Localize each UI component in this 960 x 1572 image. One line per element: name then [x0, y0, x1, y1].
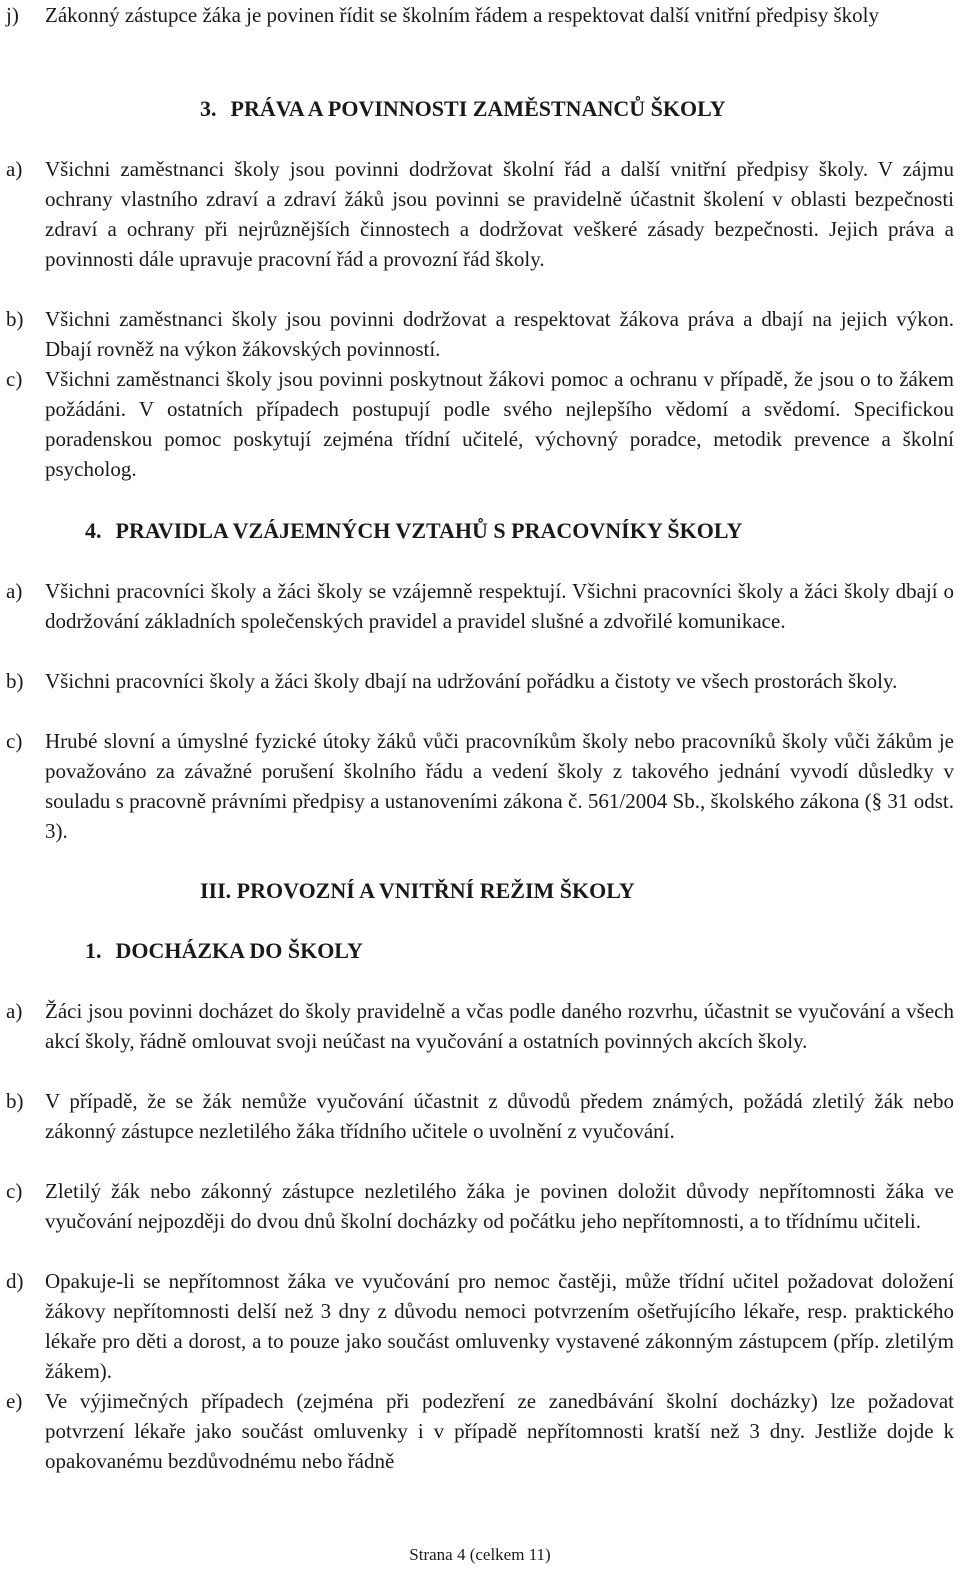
item-text: Všichni pracovníci školy a žáci školy se vzájemně respektují. Všichni pracovníci školy a žáci školy dbají o dodržování základních společenských pravidel a pravidel slušné a zdvořilé komunikace.: [45, 579, 954, 633]
list-item: [6, 0, 954, 30]
item-text: Všichni zaměstnanci školy jsou povinni poskytnout žákovi pomoc a ochranu v případě, že jsou o to žákem požádáni. V ostatních případech postupují podle svého nejlepšího vědomí a svědomí. Specifickou poradenskou pomoc poskytují zejména třídní učitelé, výchovný poradce, metodik prevence a školní psycholog.: [45, 367, 954, 481]
list-item: [6, 666, 954, 696]
item-text: Zákonný zástupce žáka je povinen řídit se školním řádem a respektovat další vnitřní předpisy školy: [45, 3, 879, 27]
section-number: 3.: [200, 96, 217, 121]
section-heading: [85, 516, 742, 546]
item-marker: b): [6, 669, 24, 693]
section-title: PRAVIDLA VZÁJEMNÝCH VZTAHŮ S PRACOVNÍKY ŠKOLY: [115, 518, 743, 543]
item-text: Opakuje-li se nepřítomnost žáka ve vyučování pro nemoc častěji, může třídní učitel požadovat doložení žákovy nepřítomnosti delší než 3 dny z důvodu nemoci potvrzením ošetřujícího lékaře, resp. praktického lékaře pro děti a dorost, a to pouze jako součást omluvenky vystavené zákonným zástupcem (příp. zletilým žákem).: [45, 1269, 954, 1383]
section-title: DOCHÁZKA DO ŠKOLY: [115, 938, 363, 963]
item-text: Všichni pracovníci školy a žáci školy dbají na udržování pořádku a čistoty ve všech prostorách školy.: [45, 669, 898, 693]
list-item: [6, 726, 954, 846]
item-text: Hrubé slovní a úmyslné fyzické útoky žáků vůči pracovníkům školy nebo pracovníků školy vůči žákům je považováno za závažné porušení školního řádu a vedení školy z takového jednání vyvodí důsledky v souladu s pracovně právními předpisy a ustanoveními zákona č. 561/2004 Sb., školského zákona (§ 31 odst. 3).: [45, 729, 954, 843]
item-marker: a): [6, 999, 23, 1023]
section-number: 1.: [85, 938, 102, 963]
page-footer: Strana 4 (celkem 11): [409, 1545, 551, 1564]
section-heading: [85, 936, 363, 966]
item-text: Zletilý žák nebo zákonný zástupce nezletilého žáka je povinen doložit důvody nepřítomnosti žáka ve vyučování nejpozději do dvou dnů školní docházky od počátku jeho nepřítomnosti, a to třídnímu učiteli.: [45, 1179, 954, 1233]
item-marker: b): [6, 1089, 24, 1113]
item-text: Všichni zaměstnanci školy jsou povinni dodržovat a respektovat žákova práva a dbají na jejich výkon. Dbají rovněž na výkon žákovských povinností.: [45, 307, 954, 361]
list-item: [6, 1266, 954, 1386]
section-number: 4.: [85, 518, 102, 543]
list-item: [6, 996, 954, 1056]
item-marker: c): [6, 367, 23, 391]
chapter-heading: III. PROVOZNÍ A VNITŘNÍ REŽIM ŠKOLY: [200, 878, 635, 903]
section-heading: [200, 94, 726, 124]
list-item: [6, 1386, 954, 1476]
item-marker: a): [6, 579, 23, 603]
list-item: [6, 576, 954, 636]
list-item: [6, 1086, 954, 1146]
list-item: [6, 364, 954, 484]
item-marker: c): [6, 729, 23, 753]
list-item: [6, 154, 954, 274]
item-marker: d): [6, 1269, 24, 1293]
item-text: Žáci jsou povinni docházet do školy pravidelně a včas podle daného rozvrhu, účastnit se vyučování a všech akcí školy, řádně omlouvat svoji neúčast na vyučování a ostatních povinných akcích školy.: [45, 999, 954, 1053]
item-marker: b): [6, 307, 24, 331]
item-text: Ve výjimečných případech (zejména při podezření ze zanedbávání školní docházky) lze požadovat potvrzení lékaře jako součást omluvenky i v případě nepřítomnosti kratší než 3 dny. Jestliže dojde k opakovanému bezdůvodnému nebo řádně: [45, 1389, 954, 1473]
item-marker: e): [6, 1389, 23, 1413]
item-marker: a): [6, 157, 23, 181]
item-marker: j): [6, 3, 19, 27]
list-item: [6, 304, 954, 364]
item-marker: c): [6, 1179, 23, 1203]
list-item: [6, 1176, 954, 1236]
item-text: V případě, že se žák nemůže vyučování účastnit z důvodů předem známých, požádá zletilý žák nebo zákonný zástupce nezletilého žáka třídního učitele o uvolnění z vyučování.: [45, 1089, 954, 1143]
item-text: Všichni zaměstnanci školy jsou povinni dodržovat školní řád a další vnitřní předpisy školy. V zájmu ochrany vlastního zdraví a zdraví žáků jsou povinni se pravidelně účastnit školení v oblasti bezpečnosti zdraví a ochrany při nejrůznějších činnostech a dodržovat veškeré zásady bezpečnosti. Jejich práva a povinnosti dále upravuje pracovní řád a provozní řád školy.: [45, 157, 954, 271]
section-title: PRÁVA A POVINNOSTI ZAMĚSTNANCŮ ŠKOLY: [230, 96, 726, 121]
